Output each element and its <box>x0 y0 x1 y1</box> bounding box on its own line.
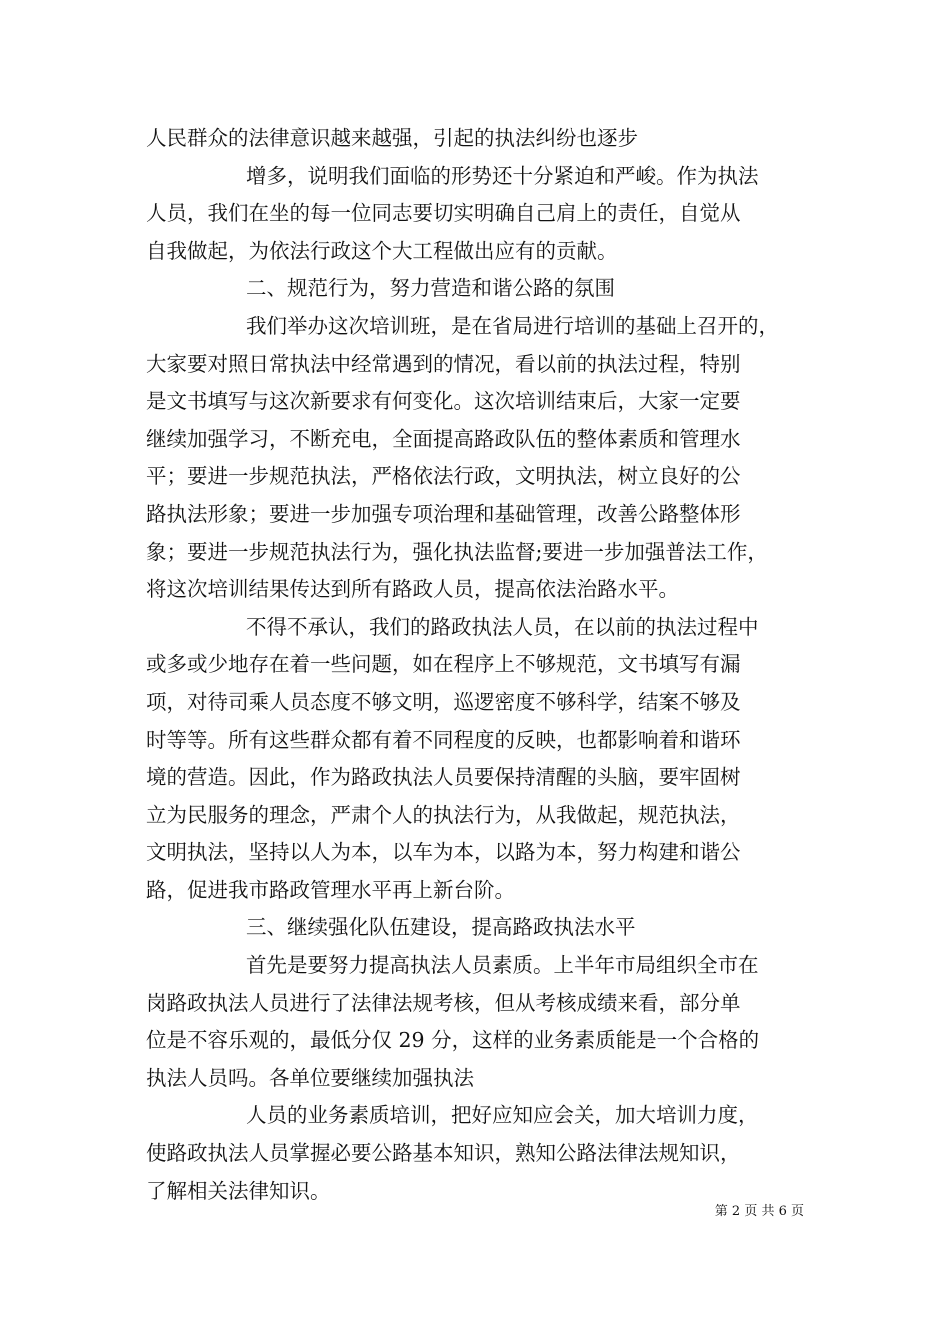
text-line: 人民群众的法律意识越来越强，引起的执法纠纷也逐步 <box>146 126 638 150</box>
text-line: 项，对待司乘人员态度不够文明，巡逻密度不够科学，结案不够及 <box>146 689 741 714</box>
text-line: 或多或少地存在着一些问题，如在程序上不够规范，文书填写有漏 <box>146 652 741 677</box>
text-line: 继续加强学习，不断充电，全面提高路政队伍的整体素质和管理水 <box>146 426 741 451</box>
text-line: 立为民服务的理念，严肃个人的执法行为，从我做起，规范执法， <box>146 802 741 827</box>
text-line: 岗路政执法人员进行了法律法规考核，但从考核成绩来看，部分单 <box>146 990 741 1015</box>
text-line: 人员，我们在坐的每一位同志要切实明确自己肩上的责任，自觉从 <box>146 201 741 226</box>
text-line: 增多，说明我们面临的形势还十分紧迫和严峻。作为执法 <box>246 163 759 188</box>
text-line: 路，促进我市路政管理水平再上新台阶。 <box>146 877 515 902</box>
page-number: 第 2 页 共 6 页 <box>714 1204 804 1219</box>
text-line: 我们举办这次培训班，是在省局进行培训的基础上召开的， <box>246 313 779 338</box>
text-line: 文明执法，坚持以人为本，以车为本，以路为本，努力构建和谐公 <box>146 840 741 865</box>
text-line: 大家要对照日常执法中经常遇到的情况，看以前的执法过程，特别 <box>146 351 741 376</box>
text-line: 时等等。所有这些群众都有着不同程度的反映，也都影响着和谐环 <box>146 727 741 752</box>
text-line: 首先是要努力提高执法人员素质。上半年市局组织全市在 <box>246 953 759 978</box>
text-line: 不得不承认，我们的路政执法人员，在以前的执法过程中 <box>246 614 759 639</box>
document-body <box>146 120 826 1210</box>
text-line: 执法人员吗。各单位要继续加强执法 <box>146 1065 474 1090</box>
text-line: 象；要进一步规范执法行为，强化执法监督;要进一步加强普法工作， <box>146 539 768 564</box>
text-line: 平；要进一步规范执法，严格依法行政，文明执法，树立良好的公 <box>146 464 741 489</box>
text-line: 自我做起，为依法行政这个大工程做出应有的贡献。 <box>146 238 618 263</box>
text-line: 将这次培训结果传达到所有路政人员，提高依法治路水平。 <box>146 577 679 602</box>
text-line: 三、继续强化队伍建设，提高路政执法水平 <box>246 915 636 940</box>
text-line: 位是不容乐观的，最低分仅 29 分，这样的业务素质能是一个合格的 <box>146 1028 760 1053</box>
text-line: 使路政执法人员掌握必要公路基本知识，熟知公路法律法规知识， <box>146 1141 741 1166</box>
text-line: 是文书填写与这次新要求有何变化。这次培训结束后，大家一定要 <box>146 389 741 414</box>
text-line: 境的营造。因此，作为路政执法人员要保持清醒的头脑，要牢固树 <box>146 765 741 790</box>
text-line: 二、规范行为，努力营造和谐公路的氛围 <box>246 276 615 301</box>
text-line: 路执法形象；要进一步加强专项治理和基础管理，改善公路整体形 <box>146 501 741 526</box>
text-line: 了解相关法律知识。 <box>146 1178 331 1203</box>
text-line: 人员的业务素质培训，把好应知应会关，加大培训力度， <box>246 1103 759 1128</box>
